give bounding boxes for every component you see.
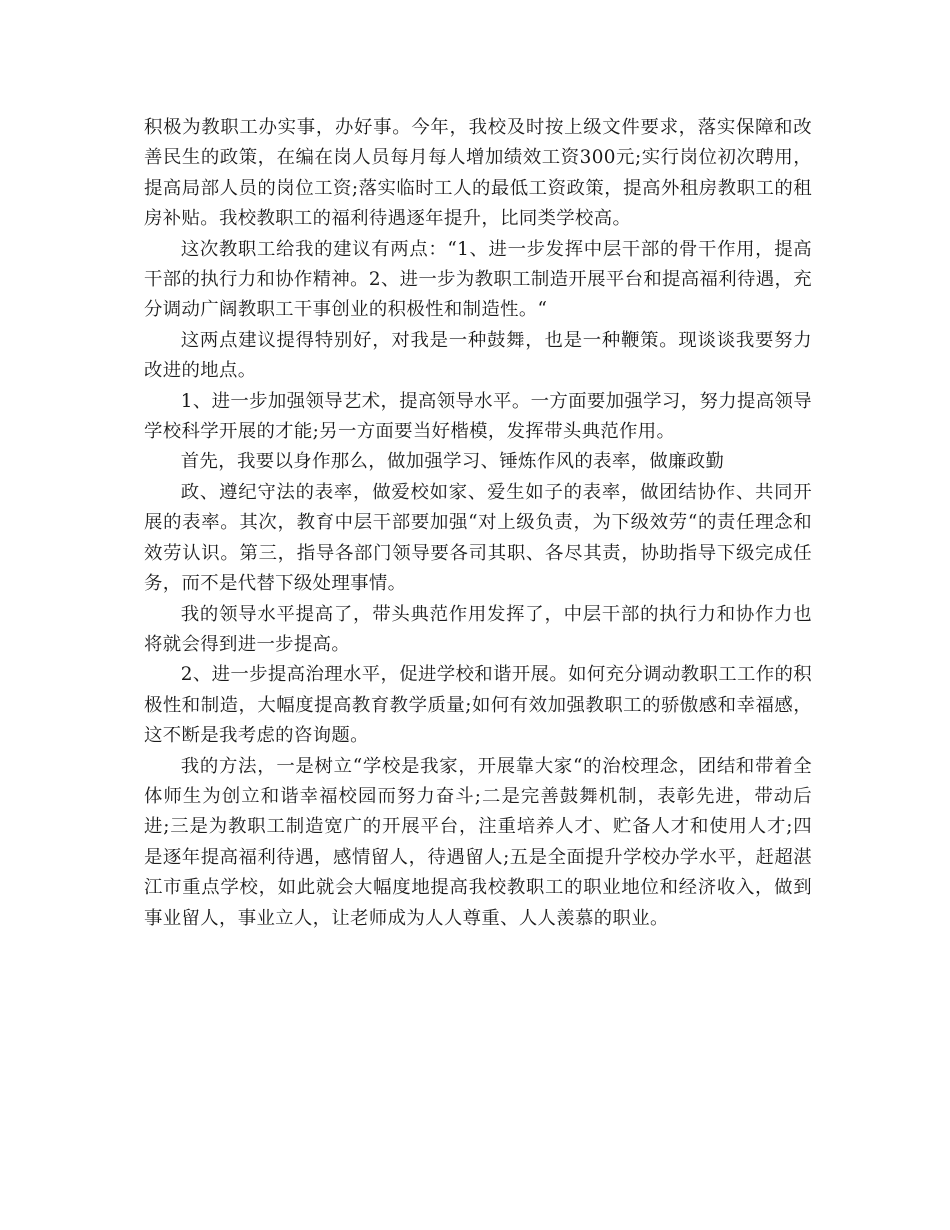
document-body: [144, 113, 812, 934]
paragraph-8: 2、进一步提高治理水平，促进学校和谐开展。如何充分调动教职工工作的积极性和制造，大幅度提高教育教学质量;如何有效加强教职工的骄傲感和幸福感，这不断是我考虑的咨询题。: [144, 664, 812, 747]
paragraph-4: 1、进一步加强领导艺术，提高领导水平。一方面要加强学习，努力提高领导学校科学开展的才能;另一方面要当好楷模，发挥带头典范作用。: [144, 390, 812, 443]
paragraph-9: 我的方法，一是树立“学校是我家，开展靠大家“的治校理念，团结和带着全体师生为创立和谐幸福校园而努力奋斗;二是完善鼓舞机制，表彰先进，带动后进;三是为教职工制造宽广的开展平台，注重培养人才、贮备人才和使用人才;四是逐年提高福利待遇，感情留人，待遇留人;五是全面提升学校办学水平，赶超湛江市重点学校，如此就会大幅度地提高我校教职工的职业地位和经济收入，做到事业留人，事业立人，让老师成为人人尊重、人人羡慕的职业。: [144, 755, 812, 929]
paragraph-1: 积极为教职工办实事，办好事。今年，我校及时按上级文件要求，落实保障和改善民生的政策，在编在岗人员每月每人增加绩效工资300元;实行岗位初次聘用，提高局部人员的岗位工资;落实临时工人的最低工资政策，提高外租房教职工的租房补贴。我校教职工的福利待遇逐年提升，比同类学校高。: [144, 117, 812, 230]
paragraph-2: 这次教职工给我的建议有两点：“1、进一步发挥中层干部的骨干作用，提高干部的执行力和协作精神。2、进一步为教职工制造开展平台和提高福利待遇，充分调动广阔教职工干事创业的积极性和制造性。“: [144, 238, 812, 321]
paragraph-5: 首先，我要以身作那么，做加强学习、锤炼作风的表率，做廉政勤: [180, 451, 725, 473]
paragraph-6: 政、遵纪守法的表率，做爱校如家、爱生如子的表率，做团结协作、共同开展的表率。其次，教育中层干部要加强“对上级负责，为下级效劳“的责任理念和效劳认识。第三，指导各部门领导要各司其职、各尽其责，协助指导下级完成任务，而不是代替下级处理事情。: [144, 481, 812, 595]
paragraph-7: 我的领导水平提高了，带头典范作用发挥了，中层干部的执行力和协作力也将就会得到进一步提高。: [144, 603, 812, 655]
paragraph-3: 这两点建议提得特别好，对我是一种鼓舞，也是一种鞭策。现谈谈我要努力改进的地点。: [144, 329, 812, 382]
